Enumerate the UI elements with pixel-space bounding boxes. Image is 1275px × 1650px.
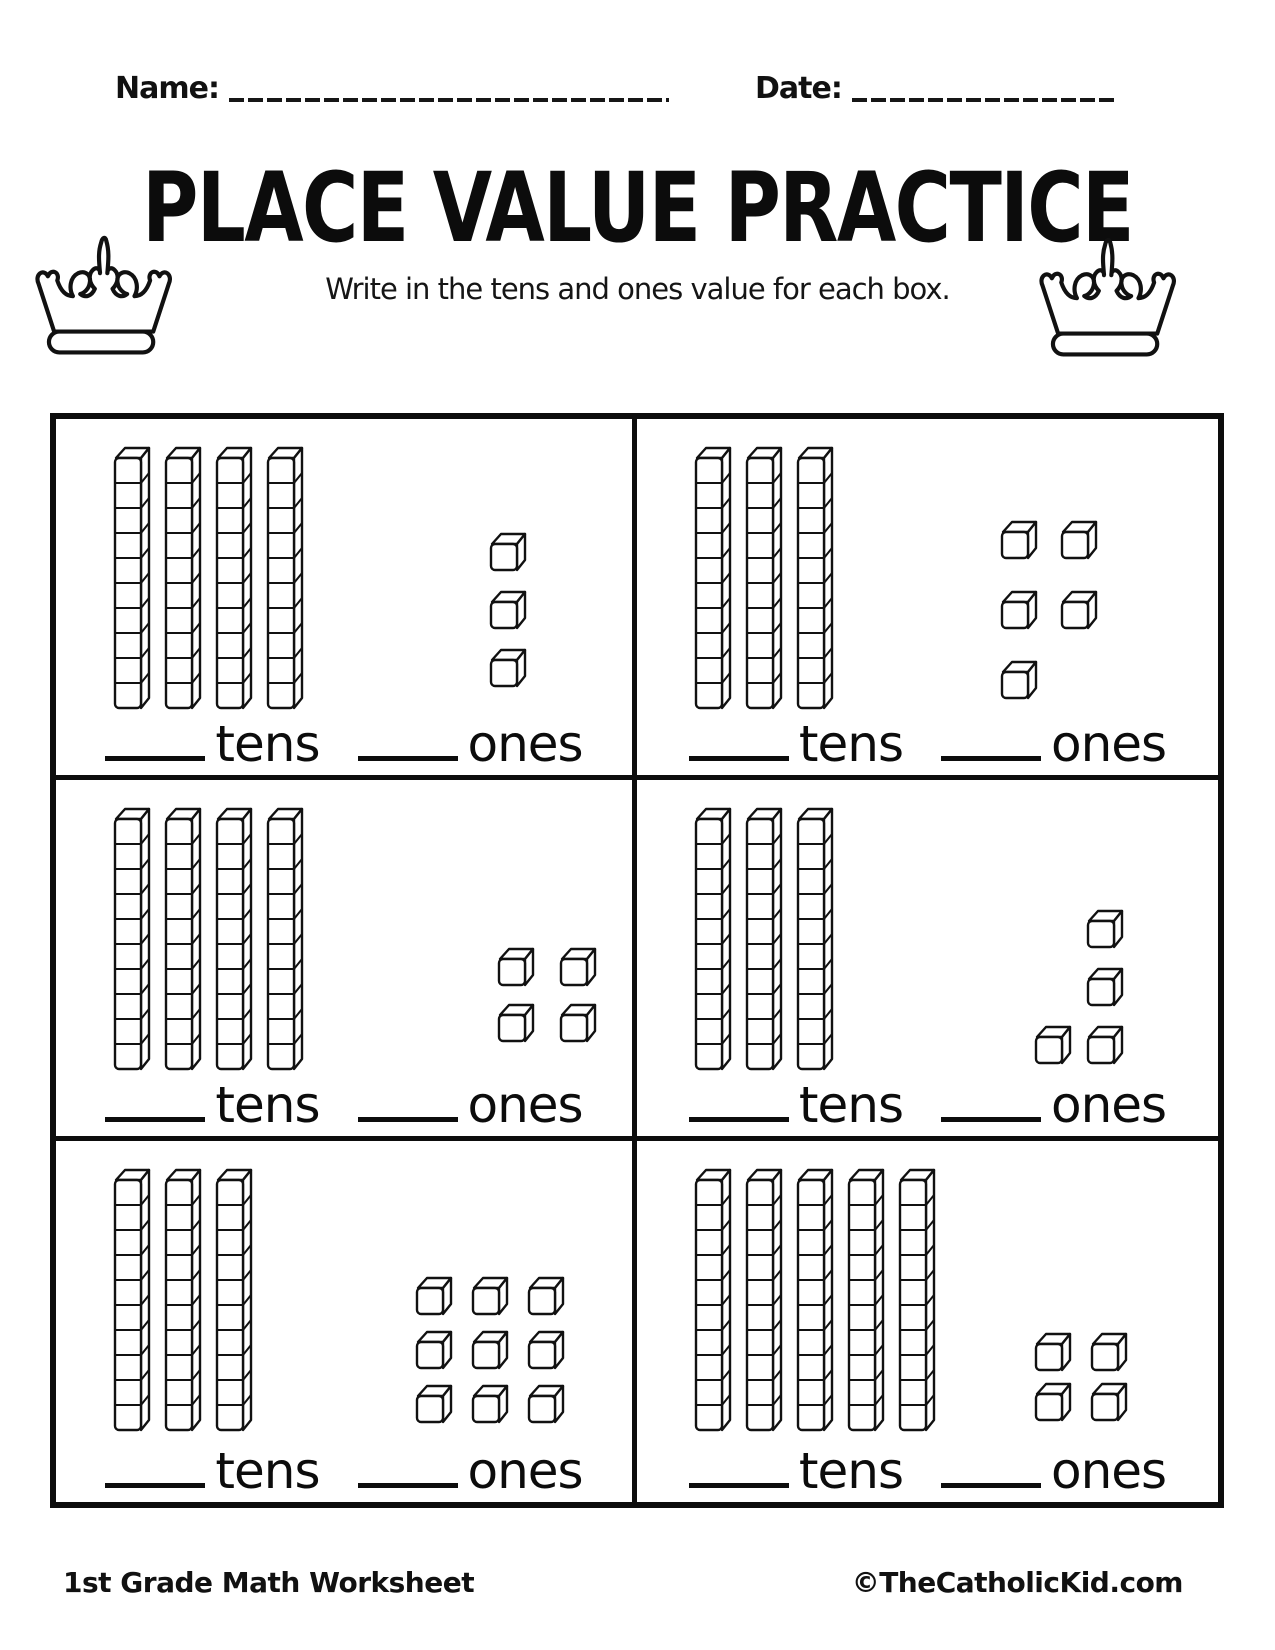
base-ten-rod-icon: [112, 445, 152, 711]
ones-cube-icon: [526, 1275, 566, 1317]
ones-cubes-group: [1033, 1331, 1129, 1423]
ones-cubes-group: [999, 519, 1099, 701]
base-ten-rod-icon: [214, 806, 254, 1072]
ones-cube-icon: [1033, 1024, 1073, 1066]
tens-answer-blank[interactable]: [105, 1483, 205, 1488]
ones-cube-icon: [488, 589, 528, 631]
date-label: Date:: [755, 71, 842, 106]
crown-icon: [1030, 228, 1176, 362]
ones-cube-icon: [526, 1383, 566, 1425]
answer-row: [56, 1076, 632, 1134]
base-ten-rod-icon: [163, 445, 203, 711]
name-input-line[interactable]: [229, 98, 669, 102]
base-ten-rod-icon: [693, 806, 733, 1072]
ones-label: ones: [1051, 1442, 1167, 1500]
ones-cube-icon: [1033, 1381, 1073, 1423]
ones-cube-icon: [496, 1002, 536, 1044]
ones-cube-icon: [470, 1275, 510, 1317]
date-input-line[interactable]: [852, 98, 1117, 102]
answer-row: [56, 1442, 632, 1500]
instructions-text: Write in the tens and ones value for each box.: [325, 272, 950, 306]
tens-rods-group: [693, 445, 835, 711]
tens-answer-blank[interactable]: [689, 1483, 789, 1488]
ones-cube-icon: [999, 589, 1039, 631]
ones-cube-icon: [470, 1383, 510, 1425]
ones-cube-icon: [1089, 1381, 1129, 1423]
tens-label: tens: [215, 715, 320, 773]
crown-icon: [26, 226, 172, 360]
ones-cube-icon: [558, 946, 598, 988]
ones-answer-blank[interactable]: [941, 1117, 1041, 1122]
tens-label: tens: [215, 1442, 320, 1500]
base-ten-rod-icon: [795, 806, 835, 1072]
tens-rods-group: [112, 1167, 254, 1433]
tens-rods-group: [693, 806, 835, 1072]
empty-slot: [1059, 659, 1099, 701]
practice-grid: [50, 413, 1224, 1508]
page-title: PLACE VALUE PRACTICE: [142, 152, 1133, 264]
tens-answer-blank[interactable]: [105, 756, 205, 761]
ones-cube-icon: [1085, 1024, 1125, 1066]
footer-worksheet-label: 1st Grade Math Worksheet: [63, 1566, 475, 1599]
ones-cubes-group: [496, 946, 598, 1044]
base-ten-rod-icon: [693, 445, 733, 711]
tens-label: tens: [798, 1442, 903, 1500]
footer-credit-link[interactable]: ©TheCatholicKid.com: [851, 1566, 1183, 1599]
base-ten-rod-icon: [846, 1167, 886, 1433]
tens-rods-group: [112, 806, 305, 1072]
name-field-row: [115, 71, 669, 106]
ones-cube-icon: [1085, 908, 1125, 950]
tens-label: tens: [215, 1076, 320, 1134]
ones-cubes-group: [488, 531, 528, 689]
base-ten-rod-icon: [214, 1167, 254, 1433]
ones-cube-icon: [414, 1383, 454, 1425]
base-ten-rod-icon: [214, 445, 254, 711]
ones-cube-icon: [1085, 966, 1125, 1008]
practice-cell: [637, 780, 1218, 1141]
empty-slot: [1033, 966, 1073, 1008]
answer-row: [637, 1442, 1218, 1500]
tens-label: tens: [798, 1076, 903, 1134]
ones-answer-blank[interactable]: [941, 756, 1041, 761]
ones-cube-icon: [414, 1275, 454, 1317]
base-ten-rod-icon: [693, 1167, 733, 1433]
ones-cube-icon: [414, 1329, 454, 1371]
ones-label: ones: [1051, 715, 1167, 773]
ones-cube-icon: [999, 659, 1039, 701]
footer: [63, 1566, 1183, 1599]
name-label: Name:: [115, 71, 219, 106]
practice-cell: [56, 780, 637, 1141]
ones-label: ones: [1051, 1076, 1167, 1134]
tens-label: tens: [798, 715, 903, 773]
practice-cell: [637, 419, 1218, 780]
ones-cube-icon: [1059, 519, 1099, 561]
practice-cell: [637, 1141, 1218, 1502]
base-ten-rod-icon: [795, 1167, 835, 1433]
tens-answer-blank[interactable]: [689, 1117, 789, 1122]
ones-answer-blank[interactable]: [358, 1117, 458, 1122]
tens-answer-blank[interactable]: [105, 1117, 205, 1122]
ones-label: ones: [467, 1442, 583, 1500]
ones-cube-icon: [488, 647, 528, 689]
ones-cube-icon: [526, 1329, 566, 1371]
ones-cube-icon: [470, 1329, 510, 1371]
ones-answer-blank[interactable]: [941, 1483, 1041, 1488]
ones-cube-icon: [1033, 1331, 1073, 1373]
practice-cell: [56, 1141, 637, 1502]
base-ten-rod-icon: [744, 445, 784, 711]
tens-answer-blank[interactable]: [689, 756, 789, 761]
ones-cubes-group: [1033, 908, 1125, 1066]
date-field-row: [755, 71, 1117, 106]
base-ten-rod-icon: [744, 806, 784, 1072]
answer-row: [56, 715, 632, 773]
tens-rods-group: [693, 1167, 937, 1433]
base-ten-rod-icon: [744, 1167, 784, 1433]
base-ten-rod-icon: [163, 1167, 203, 1433]
base-ten-rod-icon: [112, 1167, 152, 1433]
ones-cube-icon: [496, 946, 536, 988]
ones-answer-blank[interactable]: [358, 756, 458, 761]
empty-slot: [1033, 908, 1073, 950]
base-ten-rod-icon: [265, 445, 305, 711]
base-ten-rod-icon: [112, 806, 152, 1072]
ones-cube-icon: [999, 519, 1039, 561]
ones-label: ones: [467, 715, 583, 773]
ones-cube-icon: [1059, 589, 1099, 631]
base-ten-rod-icon: [795, 445, 835, 711]
ones-answer-blank[interactable]: [358, 1483, 458, 1488]
base-ten-rod-icon: [163, 806, 203, 1072]
ones-cubes-group: [414, 1275, 566, 1425]
tens-rods-group: [112, 445, 305, 711]
answer-row: [637, 1076, 1218, 1134]
practice-cell: [56, 419, 637, 780]
ones-cube-icon: [1089, 1331, 1129, 1373]
ones-cube-icon: [488, 531, 528, 573]
answer-row: [637, 715, 1218, 773]
base-ten-rod-icon: [265, 806, 305, 1072]
ones-cube-icon: [558, 1002, 598, 1044]
ones-label: ones: [467, 1076, 583, 1134]
base-ten-rod-icon: [897, 1167, 937, 1433]
